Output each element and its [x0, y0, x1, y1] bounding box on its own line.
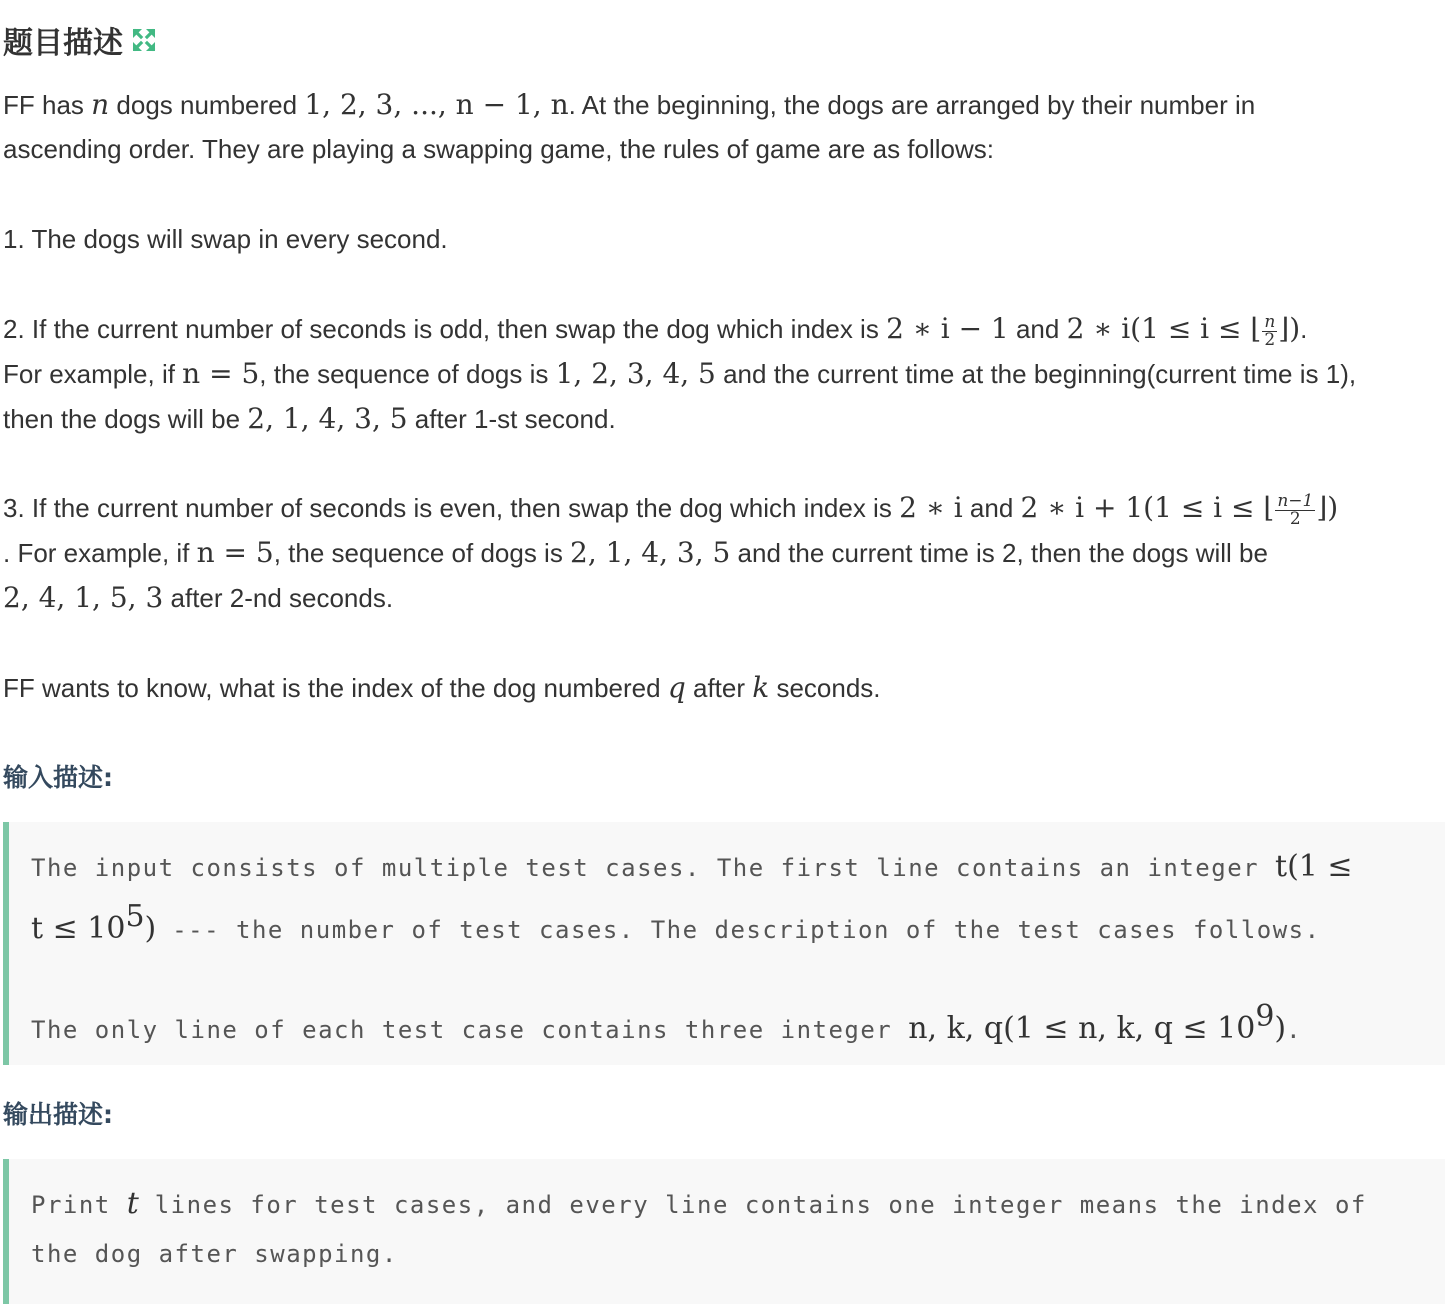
rule-2-frac-num: n	[1264, 311, 1276, 332]
question-text-c: seconds.	[769, 673, 881, 703]
rule-2-math-3: ⌋)	[1278, 312, 1301, 345]
question-text-b: after	[685, 673, 753, 703]
rule-3-math-3: ⌋)	[1316, 491, 1339, 524]
input-l2-math: t ≤ 10	[31, 911, 126, 946]
rule-2-math-1: 2 ∗ i − 1	[886, 312, 1009, 345]
rule-3-text-b: and	[962, 493, 1021, 523]
input-l3-math-end: )	[1274, 1011, 1287, 1046]
intro-text-c: . At the beginning, the dogs are arranged by their number in	[568, 90, 1256, 120]
rule-2-text-a: 2. If the current number of seconds is odd, then swap the dog which index is	[3, 314, 887, 344]
input-line-3	[31, 992, 1302, 1055]
rule-3-l2-math-2: 2, 1, 4, 3, 5	[570, 536, 731, 569]
input-l1-text: The input consists of multiple test cases. The first line contains an integer	[31, 854, 1276, 882]
intro-line-1	[3, 82, 1255, 128]
rule-2-line-1	[3, 306, 1307, 352]
input-l3-math: n, k, q(1 ≤ n, k, q ≤ 10	[908, 1011, 1256, 1046]
intro-n-math: n	[91, 88, 110, 121]
intro-text-a: FF has	[3, 90, 92, 120]
input-l1-math: t(1 ≤	[1275, 849, 1353, 884]
rule-2-text-c: .	[1300, 314, 1308, 344]
rule-3-line-1	[3, 485, 1338, 531]
rule-2-l3-text-a: then the dogs will be	[3, 404, 248, 434]
input-l2-sup: 5	[125, 899, 145, 934]
input-l3-sup: 9	[1255, 999, 1275, 1034]
input-heading: 输入描述:	[3, 763, 113, 792]
output-line-2: the dog after swapping.	[31, 1240, 398, 1268]
rule-3-line-2	[3, 530, 1268, 576]
rule-3-l2-text-c: and the current time is 2, then the dogs will be	[730, 538, 1268, 568]
output-l1-math: t	[126, 1186, 139, 1221]
rule-3-frac-num: n−1	[1277, 490, 1314, 511]
input-line-1	[31, 842, 1353, 893]
rule-3-l2-text-a: . For example, if	[3, 538, 197, 568]
input-l3-text: The only line of each test case contains three integer	[31, 1016, 909, 1044]
output-l1-text-a: Print	[31, 1191, 127, 1219]
question-q-math: q	[667, 671, 686, 704]
rule-1: 1. The dogs will swap in every second.	[3, 224, 448, 254]
intro-line-2: ascending order. They are playing a swapping game, the rules of game are as follows:	[3, 134, 994, 164]
output-heading: 输出描述:	[3, 1100, 113, 1129]
rule-2-l2-text-c: and the current time at the beginning(current time is 1),	[715, 359, 1357, 389]
input-l2-math-end: )	[144, 911, 157, 946]
rule-2-l2-math-1: n = 5	[182, 357, 260, 390]
rule-3-l3-text-b: after 2-nd seconds.	[163, 583, 394, 613]
rule-2-l3-math: 2, 1, 4, 3, 5	[247, 402, 408, 435]
output-l1-text-b: lines for test cases, and every line contains one integer means the index of	[138, 1191, 1367, 1219]
page-title: 题目描述	[3, 26, 123, 61]
rule-3-math-2: 2 ∗ i + 1(1 ≤ i ≤ ⌊	[1020, 491, 1275, 524]
rule-3-fraction	[1275, 490, 1315, 529]
rule-3-line-3	[3, 575, 393, 621]
rule-2-frac-den: 2	[1264, 329, 1276, 350]
intro-text-b: dogs numbered	[109, 90, 305, 120]
input-l3-dot: .	[1286, 1016, 1303, 1044]
question-text-a: FF wants to know, what is the index of the dog numbered	[3, 673, 668, 703]
rule-3-text-a: 3. If the current number of seconds is even, then swap the dog which index is	[3, 493, 900, 523]
rule-2-line-3	[3, 396, 616, 442]
question-k-math: k	[752, 671, 770, 704]
expand-arrows-icon[interactable]	[131, 27, 157, 53]
rule-2-l3-text-b: after 1-st second.	[407, 404, 616, 434]
rule-2-l2-math-2: 1, 2, 3, 4, 5	[555, 357, 716, 390]
rule-2-l2-text-a: For example, if	[3, 359, 183, 389]
input-line-2	[31, 892, 1321, 955]
rule-2-text-b: and	[1008, 314, 1067, 344]
title-row	[3, 20, 157, 60]
input-block	[3, 822, 1445, 1065]
rule-3-l3-math: 2, 4, 1, 5, 3	[3, 581, 164, 614]
rule-3-math-1: 2 ∗ i	[899, 491, 963, 524]
rule-3-l2-text-b: , the sequence of dogs is	[273, 538, 571, 568]
question-line	[3, 665, 881, 711]
rule-2-line-2	[3, 351, 1356, 397]
output-line-1	[31, 1179, 1367, 1230]
output-block	[3, 1159, 1445, 1304]
rule-3-frac-den: 2	[1289, 508, 1301, 529]
rule-3-l2-math-1: n = 5	[196, 536, 274, 569]
intro-sequence-math: 1, 2, 3, ..., n − 1, n	[304, 88, 569, 121]
input-l2-text: --- the number of test cases. The description of the test cases follows.	[156, 916, 1321, 944]
rule-2-fraction	[1262, 311, 1277, 350]
rule-2-math-2: 2 ∗ i(1 ≤ i ≤ ⌊	[1066, 312, 1262, 345]
rule-2-l2-text-b: , the sequence of dogs is	[259, 359, 556, 389]
